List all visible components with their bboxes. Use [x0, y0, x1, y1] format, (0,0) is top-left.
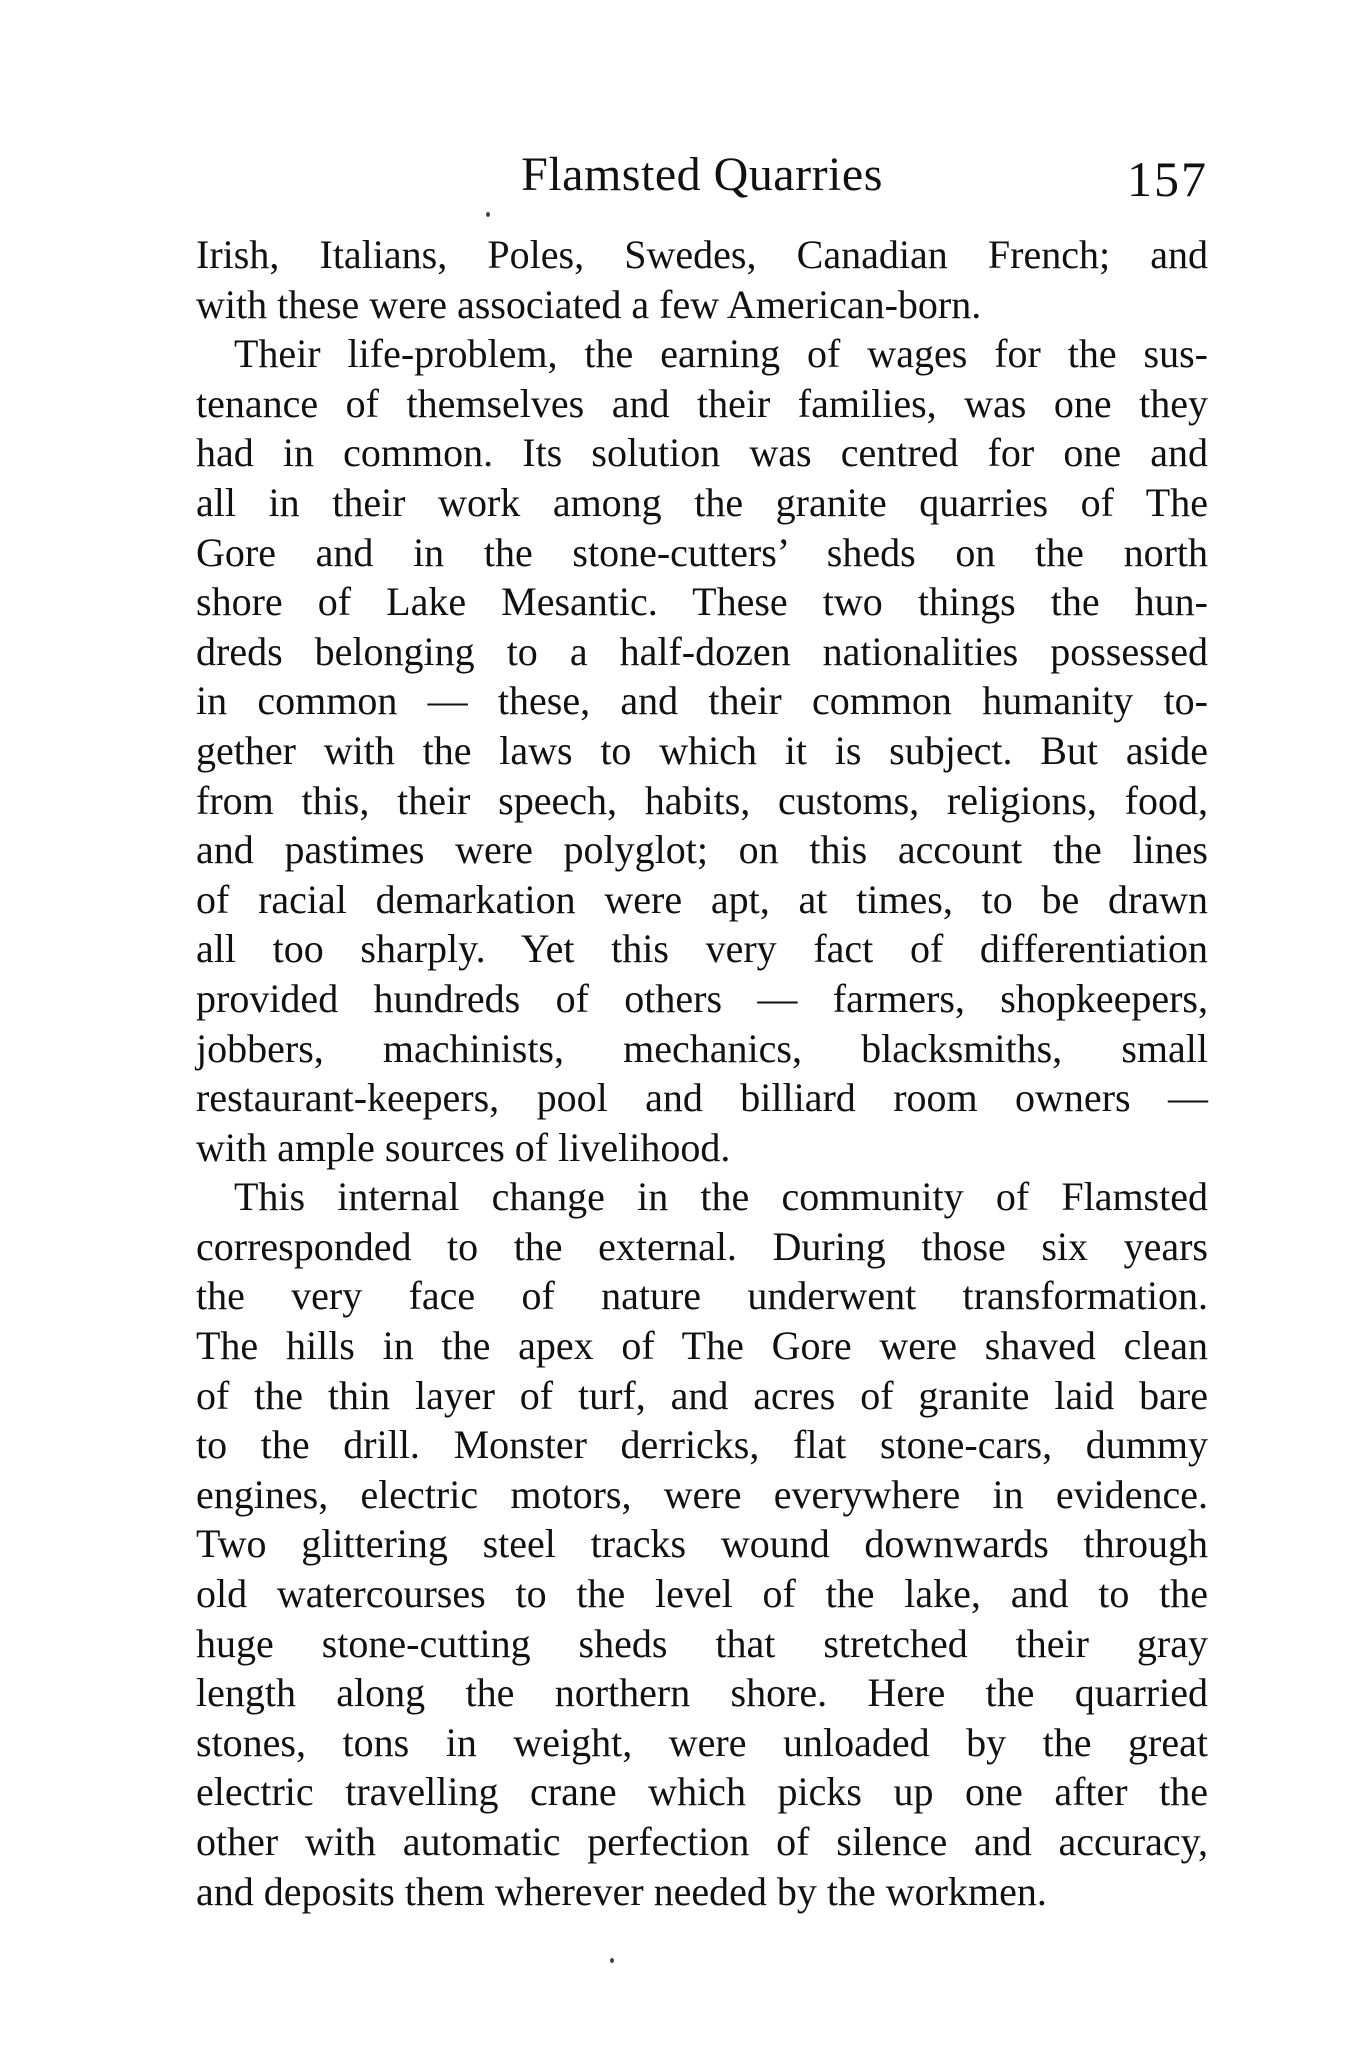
- text-line: the very face of nature underwent transformation.: [196, 1273, 1208, 1319]
- text-line: The hills in the apex of The Gore were shaved clean: [196, 1323, 1208, 1369]
- running-title: Flamsted Quarries: [521, 148, 883, 201]
- text-line: gether with the laws to which it is subject. But aside: [196, 727, 1208, 773]
- text-line: engines, electric motors, were everywhere in evidence.: [196, 1471, 1208, 1517]
- text-line: and pastimes were polyglot; on this account the lines: [196, 827, 1208, 873]
- print-speck: [610, 1958, 614, 1963]
- text-line: restaurant-keepers, pool and billiard room owners —: [196, 1075, 1208, 1121]
- text-line: Irish, Italians, Poles, Swedes, Canadian French; and: [196, 232, 1208, 277]
- print-speck: [486, 212, 490, 217]
- text-line: Gore and in the stone-cutters’ sheds on the north: [196, 529, 1208, 575]
- text-line: length along the northern shore. Here the quarried: [196, 1670, 1208, 1716]
- text-line: all too sharply. Yet this very fact of differentiation: [196, 926, 1208, 972]
- text-line: tenance of themselves and their families, was one they: [196, 380, 1208, 426]
- text-line: and deposits them wherever needed by the workmen.: [196, 1868, 1047, 1914]
- text-line: electric travelling crane which picks up one after the: [196, 1769, 1208, 1815]
- page-number: 157: [1127, 151, 1208, 207]
- text-line: huge stone-cutting sheds that stretched their gray: [196, 1620, 1208, 1666]
- text-line: of the thin layer of turf, and acres of granite laid bare: [196, 1372, 1208, 1418]
- running-head: [196, 140, 1208, 210]
- text-line: with these were associated a few American-born.: [196, 281, 982, 327]
- text-line: all in their work among the granite quarries of The: [196, 479, 1208, 525]
- text-line: dreds belonging to a half-dozen nationalities possessed: [196, 628, 1208, 674]
- text-line: shore of Lake Mesantic. These two things the hun-: [196, 579, 1208, 625]
- text-line: of racial demarkation were apt, at times, to be drawn: [196, 876, 1208, 922]
- text-line: stones, tons in weight, were unloaded by the great: [196, 1719, 1208, 1765]
- text-line: jobbers, machinists, mechanics, blacksmiths, small: [196, 1025, 1208, 1071]
- text-line: with ample sources of livelihood.: [196, 1124, 731, 1170]
- text-line: in common — these, and their common humanity to-: [196, 678, 1208, 724]
- text-line: Two glittering steel tracks wound downwards through: [196, 1521, 1208, 1567]
- body-text: [196, 230, 1208, 1916]
- text-line: This internal change in the community of Flamsted: [234, 1174, 1208, 1220]
- text-line: other with automatic perfection of silence and accuracy,: [196, 1819, 1208, 1864]
- text-line: Their life-problem, the earning of wages for the sus-: [234, 331, 1208, 377]
- text-line: corresponded to the external. During those six years: [196, 1223, 1208, 1269]
- text-line: provided hundreds of others — farmers, shopkeepers,: [196, 975, 1208, 1021]
- text-line: to the drill. Monster derricks, flat stone-cars, dummy: [196, 1422, 1208, 1468]
- text-line: from this, their speech, habits, customs, religions, food,: [196, 777, 1208, 823]
- text-line: old watercourses to the level of the lake, and to the: [196, 1571, 1208, 1617]
- text-line: had in common. Its solution was centred for one and: [196, 430, 1208, 476]
